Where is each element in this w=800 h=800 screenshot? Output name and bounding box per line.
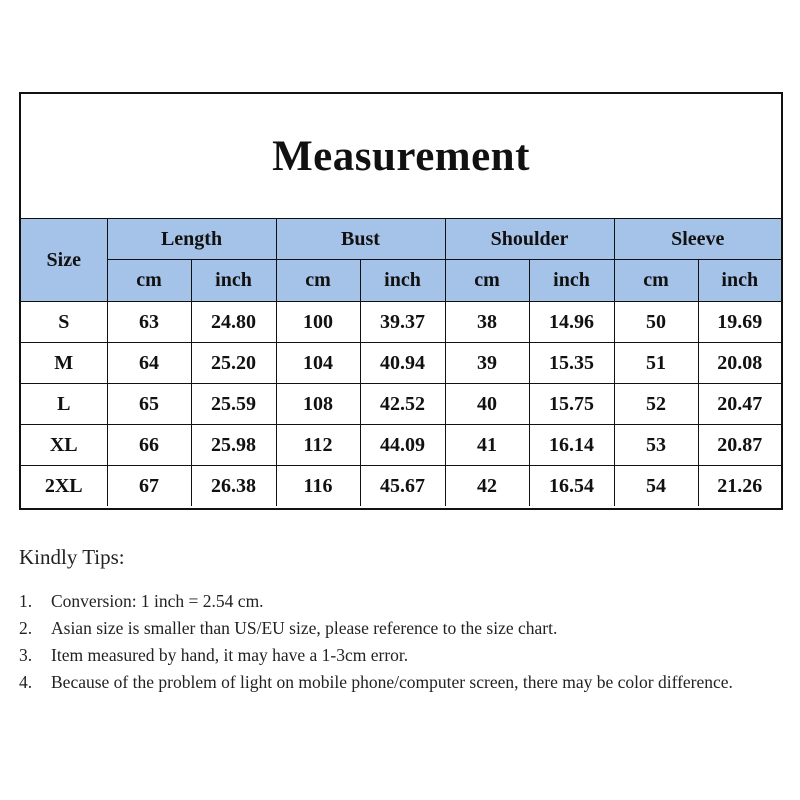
value-cell: 20.87 [698,425,781,466]
unit-header: inch [529,260,614,302]
table-row [21,466,781,507]
value-cell: 24.80 [191,302,276,343]
group-header-length: Length [107,219,276,260]
size-cell: 2XL [21,466,107,507]
tip-text: Conversion: 1 inch = 2.54 cm. [51,591,264,611]
value-cell: 104 [276,343,360,384]
value-cell: 45.67 [360,466,445,507]
value-cell: 64 [107,343,191,384]
value-cell: 63 [107,302,191,343]
value-cell: 100 [276,302,360,343]
size-cell: L [21,384,107,425]
size-column-header: Size [21,219,107,302]
value-cell: 16.54 [529,466,614,507]
table-row [21,302,781,343]
kindly-tips [19,545,799,696]
value-cell: 19.69 [698,302,781,343]
value-cell: 16.14 [529,425,614,466]
value-cell: 108 [276,384,360,425]
value-cell: 25.59 [191,384,276,425]
value-cell: 65 [107,384,191,425]
value-cell: 42 [445,466,529,507]
tips-title: Kindly Tips: [19,545,125,569]
unit-header: inch [360,260,445,302]
value-cell: 21.26 [698,466,781,507]
value-cell: 20.08 [698,343,781,384]
value-cell: 40 [445,384,529,425]
tip-text: Asian size is smaller than US/EU size, please reference to the size chart. [51,618,558,638]
size-cell: M [21,343,107,384]
group-header-shoulder: Shoulder [445,219,614,260]
table-body [21,302,781,507]
tip-text: Because of the problem of light on mobile phone/computer screen, there may be color difference. [51,672,733,692]
size-cell: XL [21,425,107,466]
tip-number: 1. [19,591,33,611]
unit-header: cm [445,260,529,302]
value-cell: 67 [107,466,191,507]
value-cell: 44.09 [360,425,445,466]
group-header-bust: Bust [276,219,445,260]
chart-title: Measurement [21,94,781,219]
header-row [21,219,781,260]
group-header-sleeve: Sleeve [614,219,781,260]
unit-row [21,260,781,302]
tip-item [19,642,799,669]
value-cell: 39 [445,343,529,384]
value-cell: 26.38 [191,466,276,507]
size-cell: S [21,302,107,343]
value-cell: 15.75 [529,384,614,425]
tip-number: 2. [19,618,33,638]
table-row [21,343,781,384]
tips-list [19,588,799,696]
size-chart [19,92,783,510]
value-cell: 20.47 [698,384,781,425]
unit-header: inch [698,260,781,302]
value-cell: 50 [614,302,698,343]
value-cell: 66 [107,425,191,466]
unit-header: cm [107,260,191,302]
value-cell: 15.35 [529,343,614,384]
value-cell: 41 [445,425,529,466]
table-row [21,384,781,425]
value-cell: 52 [614,384,698,425]
unit-header: cm [276,260,360,302]
value-cell: 54 [614,466,698,507]
value-cell: 25.98 [191,425,276,466]
tip-item [19,615,799,642]
tip-item [19,669,799,696]
unit-header: cm [614,260,698,302]
unit-header: inch [191,260,276,302]
size-table [21,219,781,506]
tip-number: 3. [19,645,33,665]
tip-text: Item measured by hand, it may have a 1-3cm error. [51,645,409,665]
value-cell: 25.20 [191,343,276,384]
value-cell: 40.94 [360,343,445,384]
value-cell: 39.37 [360,302,445,343]
table-row [21,425,781,466]
tip-number: 4. [19,672,33,692]
value-cell: 42.52 [360,384,445,425]
value-cell: 116 [276,466,360,507]
value-cell: 38 [445,302,529,343]
value-cell: 53 [614,425,698,466]
value-cell: 112 [276,425,360,466]
value-cell: 51 [614,343,698,384]
tip-item [19,588,799,615]
value-cell: 14.96 [529,302,614,343]
